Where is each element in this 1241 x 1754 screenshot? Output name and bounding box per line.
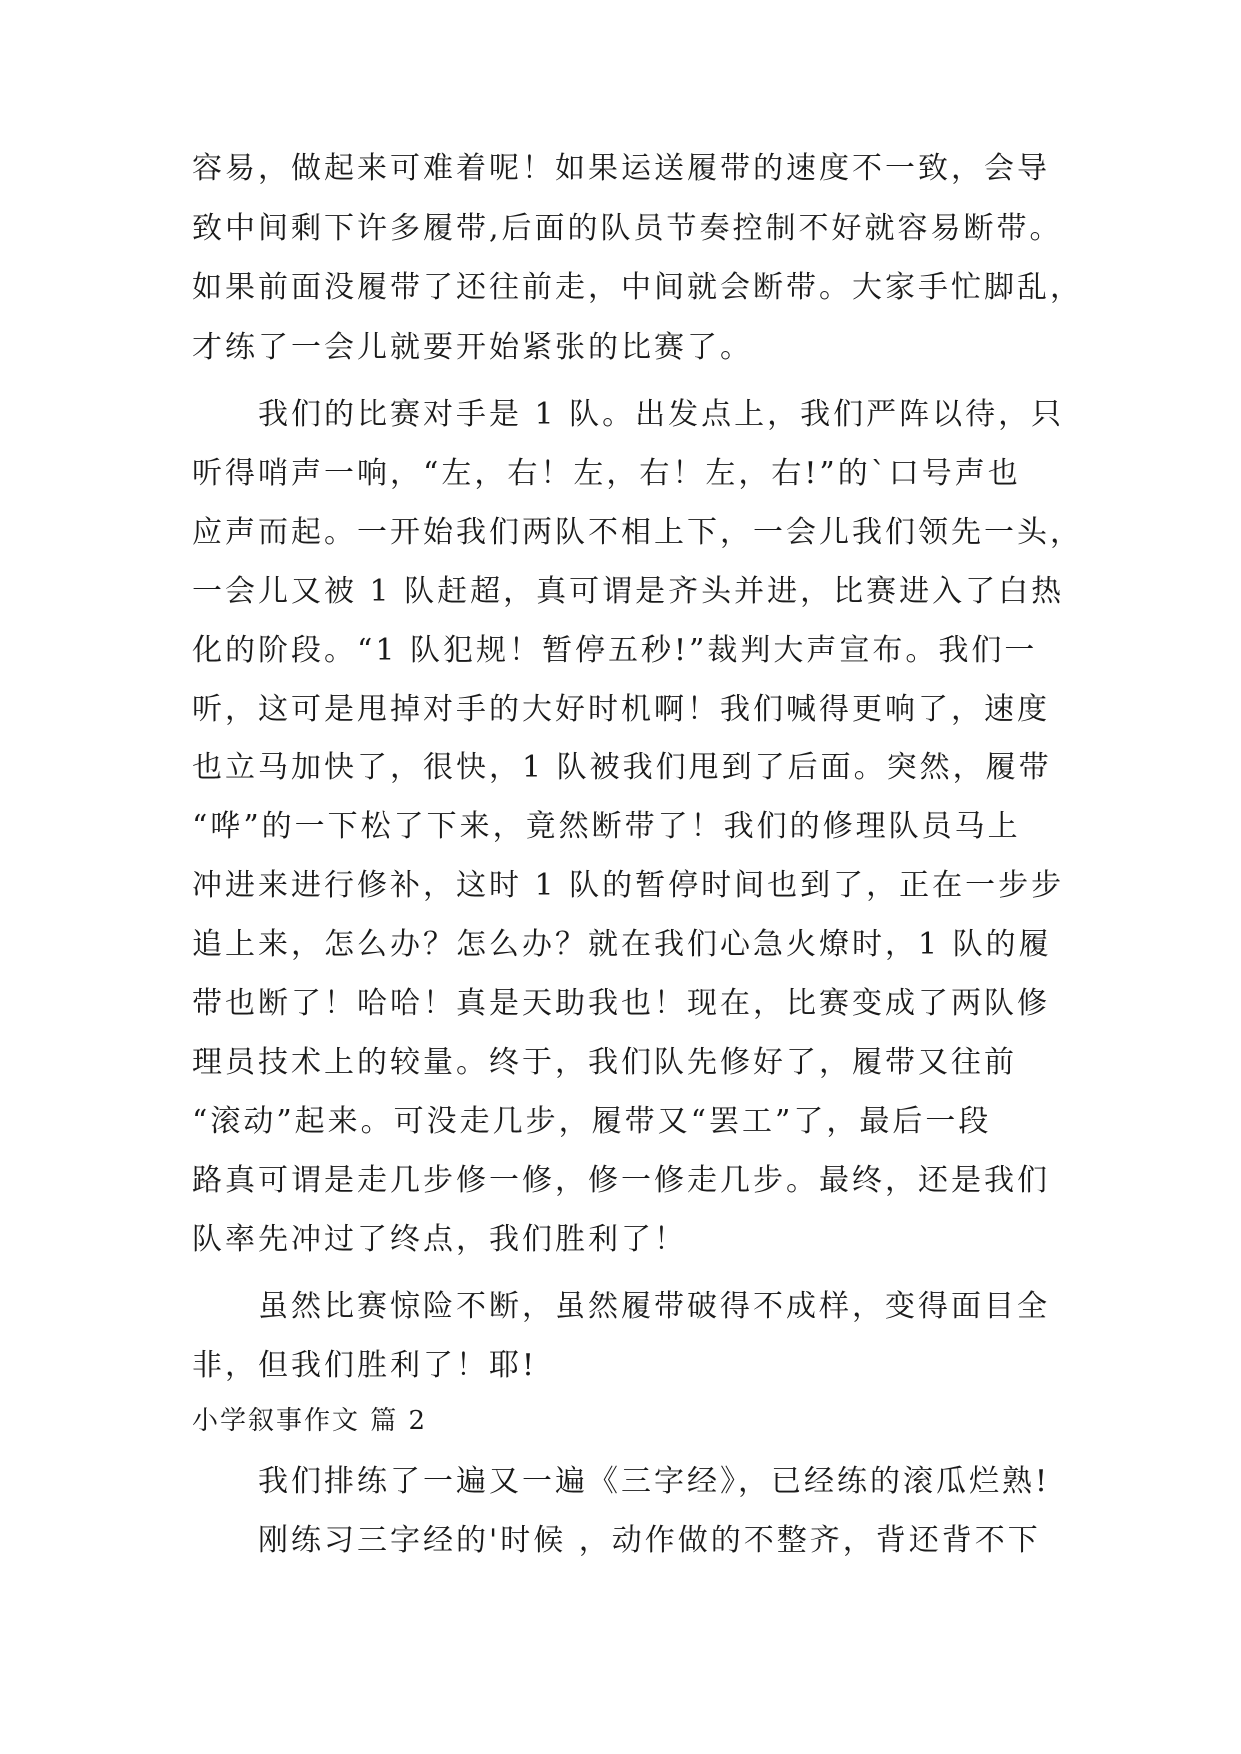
text-line: 带也断了！哈哈！真是天助我也！现在，比赛变成了两队修 [192,986,1050,1021]
text-line: “滚动”起来。可没走几步，履带又“罢工”了，最后一段 [192,1104,992,1139]
text-line: 一会儿又被 1 队赶超，真可谓是齐头并进，比赛进入了白热 [192,574,1065,609]
text-line: 也立马加快了，很快，1 队被我们甩到了后面。突然，履带 [192,750,1052,785]
text-line: 听，这可是甩掉对手的大好时机啊！我们喊得更响了，速度 [192,692,1050,727]
text-line: 路真可谓是走几步修一修，修一修走几步。最终，还是我们 [192,1163,1050,1198]
text-line: 化的阶段。“1 队犯规！暂停五秒!”裁判大声宣布。我们一 [192,633,1038,668]
text-line: 冲进来进行修补，这时 1 队的暂停时间也到了，正在一步步 [192,868,1065,903]
text-line: 理员技术上的较量。终于，我们队先修好了，履带又往前 [192,1045,1017,1080]
text-line: “哗”的一下松了下来，竟然断带了！我们的修理队员马上 [192,809,1021,844]
text-line: 应声而起。一开始我们两队不相上下，一会儿我们领先一头， [192,515,1083,550]
text-line: 队率先冲过了终点，我们胜利了！ [192,1222,687,1257]
paragraph-start-line: 刚练习三字经的'时候 ，动作做的不整齐，背还背不下 [258,1523,1041,1558]
text-line: 听得哨声一响，“左，右！左，右！左，右!”的`口号声也 [192,456,1021,491]
text-line: 追上来，怎么办？怎么办？就在我们心急火燎时，1 队的履 [192,927,1052,962]
section-heading: 小学叙事作文 篇 2 [192,1406,428,1436]
text-line: 容易，做起来可难着呢！如果运送履带的速度不一致，会导 [192,151,1050,186]
text-line: 如果前面没履带了还往前走，中间就会断带。大家手忙脚乱， [192,270,1083,305]
text-line: 才练了一会儿就要开始紧张的比赛了。 [192,330,753,365]
paragraph-start-line: 虽然比赛惊险不断，虽然履带破得不成样，变得面目全 [258,1289,1050,1324]
text-line: 非，但我们胜利了！耶! [192,1348,538,1383]
paragraph-start-line: 我们的比赛对手是 1 队。出发点上，我们严阵以待，只 [258,397,1065,432]
paragraph-start-line: 我们排练了一遍又一遍《三字经》，已经练的滚瓜烂熟! [258,1464,1051,1499]
text-line: 致中间剩下许多履带,后面的队员节奏控制不好就容易断带。 [192,211,1063,246]
